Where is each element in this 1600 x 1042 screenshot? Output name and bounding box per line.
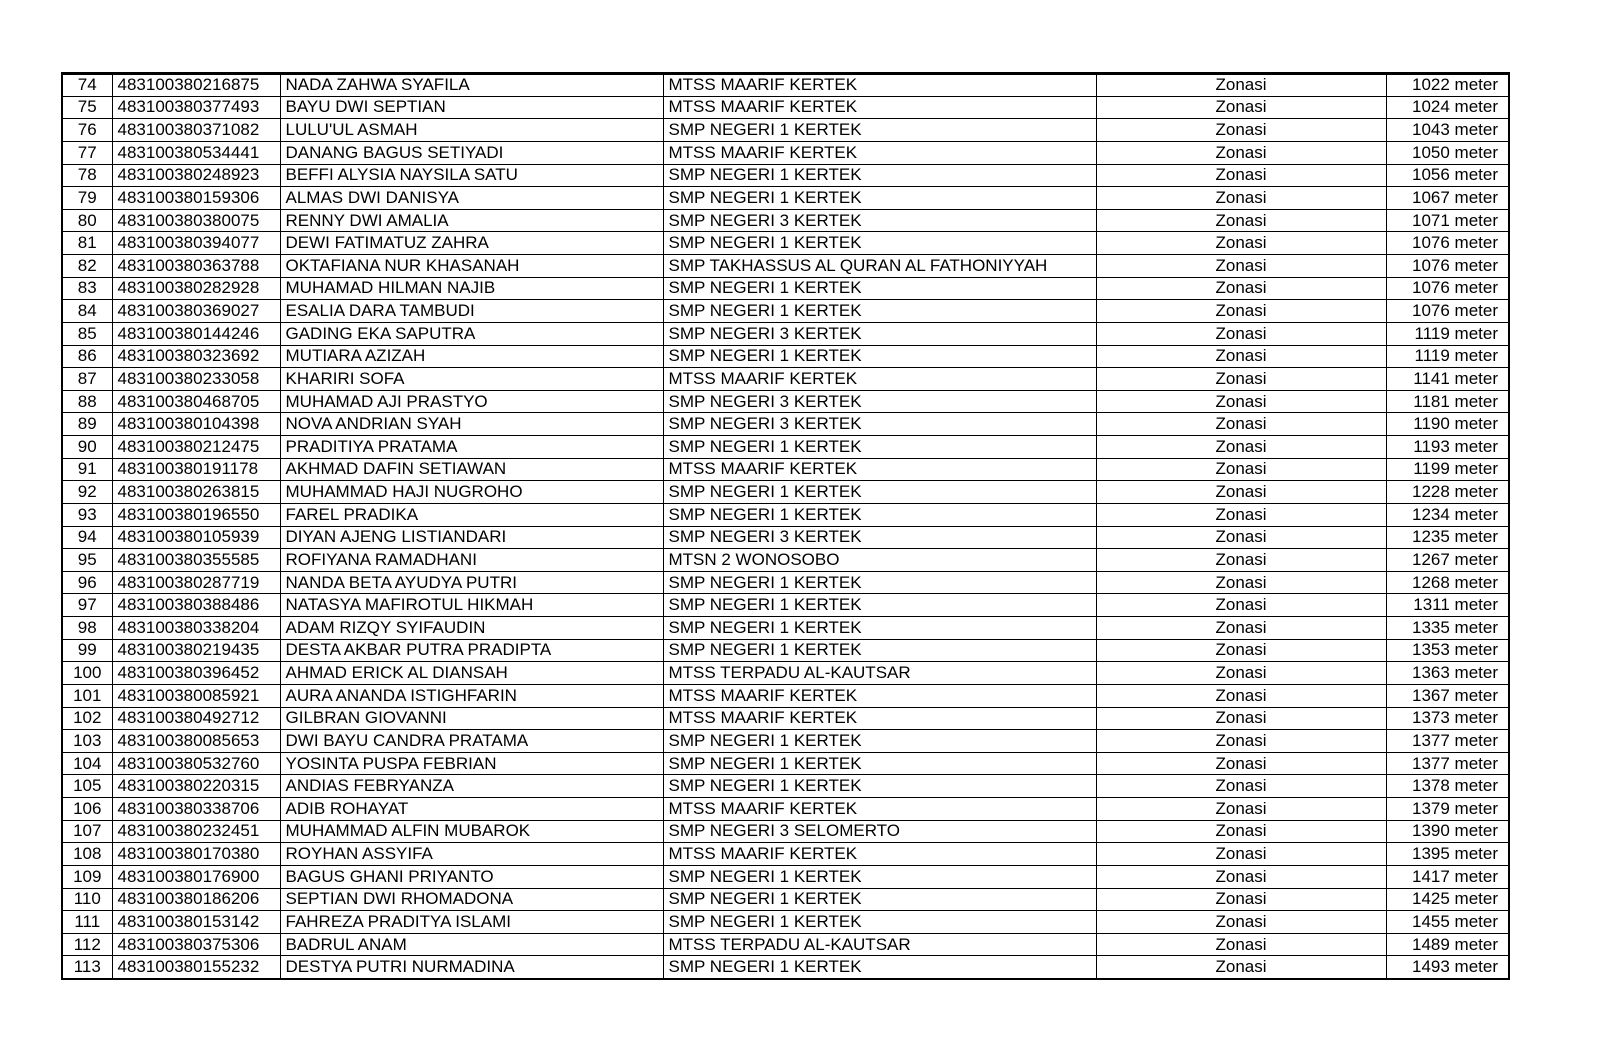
cell-track: Zonasi bbox=[1096, 322, 1386, 345]
cell-registration-id: 483100380377493 bbox=[112, 96, 280, 119]
table-row bbox=[62, 164, 1509, 187]
cell-no: 85 bbox=[62, 322, 112, 345]
cell-school: SMP NEGERI 1 KERTEK bbox=[663, 752, 1096, 775]
cell-no: 110 bbox=[62, 888, 112, 911]
cell-registration-id: 483100380338204 bbox=[112, 617, 280, 640]
cell-school: MTSS MAARIF KERTEK bbox=[663, 707, 1096, 730]
cell-name: DESTA AKBAR PUTRA PRADIPTA bbox=[280, 639, 663, 662]
cell-no: 87 bbox=[62, 368, 112, 391]
cell-school: SMP NEGERI 3 KERTEK bbox=[663, 390, 1096, 413]
cell-school: SMP NEGERI 1 KERTEK bbox=[663, 865, 1096, 888]
table-row bbox=[62, 232, 1509, 255]
cell-track: Zonasi bbox=[1096, 798, 1386, 821]
cell-distance: 1181 meter bbox=[1386, 390, 1509, 413]
cell-track: Zonasi bbox=[1096, 164, 1386, 187]
cell-distance: 1076 meter bbox=[1386, 255, 1509, 278]
cell-no: 99 bbox=[62, 639, 112, 662]
cell-name: AHMAD ERICK AL DIANSAH bbox=[280, 662, 663, 685]
cell-distance: 1119 meter bbox=[1386, 322, 1509, 345]
cell-distance: 1455 meter bbox=[1386, 911, 1509, 934]
cell-track: Zonasi bbox=[1096, 413, 1386, 436]
cell-no: 103 bbox=[62, 730, 112, 753]
cell-name: DESTYA PUTRI NURMADINA bbox=[280, 956, 663, 979]
cell-track: Zonasi bbox=[1096, 684, 1386, 707]
table-row bbox=[62, 526, 1509, 549]
cell-distance: 1234 meter bbox=[1386, 503, 1509, 526]
cell-distance: 1353 meter bbox=[1386, 639, 1509, 662]
cell-registration-id: 483100380186206 bbox=[112, 888, 280, 911]
cell-name: ADIB ROHAYAT bbox=[280, 798, 663, 821]
cell-track: Zonasi bbox=[1096, 843, 1386, 866]
cell-name: BEFFI ALYSIA NAYSILA SATU bbox=[280, 164, 663, 187]
cell-name: AKHMAD DAFIN SETIAWAN bbox=[280, 458, 663, 481]
cell-track: Zonasi bbox=[1096, 911, 1386, 934]
cell-registration-id: 483100380216875 bbox=[112, 74, 280, 97]
cell-school: MTSS MAARIF KERTEK bbox=[663, 798, 1096, 821]
cell-distance: 1268 meter bbox=[1386, 571, 1509, 594]
cell-registration-id: 483100380212475 bbox=[112, 436, 280, 459]
cell-name: ALMAS DWI DANISYA bbox=[280, 187, 663, 210]
cell-distance: 1199 meter bbox=[1386, 458, 1509, 481]
table-row bbox=[62, 820, 1509, 843]
cell-no: 86 bbox=[62, 345, 112, 368]
cell-track: Zonasi bbox=[1096, 232, 1386, 255]
table-row bbox=[62, 933, 1509, 956]
cell-no: 75 bbox=[62, 96, 112, 119]
cell-name: MUHAMAD AJI PRASTYO bbox=[280, 390, 663, 413]
table-row bbox=[62, 300, 1509, 323]
cell-school: MTSS TERPADU AL-KAUTSAR bbox=[663, 933, 1096, 956]
zonasi-results-table bbox=[61, 72, 1510, 980]
cell-no: 89 bbox=[62, 413, 112, 436]
cell-school: SMP NEGERI 1 KERTEK bbox=[663, 187, 1096, 210]
cell-no: 107 bbox=[62, 820, 112, 843]
cell-no: 92 bbox=[62, 481, 112, 504]
cell-registration-id: 483100380170380 bbox=[112, 843, 280, 866]
cell-school: SMP NEGERI 1 KERTEK bbox=[663, 503, 1096, 526]
table-row bbox=[62, 96, 1509, 119]
cell-track: Zonasi bbox=[1096, 526, 1386, 549]
cell-school: SMP NEGERI 1 KERTEK bbox=[663, 617, 1096, 640]
cell-name: BAYU DWI SEPTIAN bbox=[280, 96, 663, 119]
cell-registration-id: 483100380282928 bbox=[112, 277, 280, 300]
cell-track: Zonasi bbox=[1096, 594, 1386, 617]
cell-track: Zonasi bbox=[1096, 255, 1386, 278]
cell-name: NADA ZAHWA SYAFILA bbox=[280, 74, 663, 97]
cell-school: MTSS MAARIF KERTEK bbox=[663, 843, 1096, 866]
cell-school: SMP NEGERI 1 KERTEK bbox=[663, 345, 1096, 368]
table-row bbox=[62, 662, 1509, 685]
table-row bbox=[62, 571, 1509, 594]
table-row bbox=[62, 277, 1509, 300]
cell-track: Zonasi bbox=[1096, 775, 1386, 798]
cell-track: Zonasi bbox=[1096, 933, 1386, 956]
cell-track: Zonasi bbox=[1096, 730, 1386, 753]
cell-school: SMP NEGERI 1 KERTEK bbox=[663, 775, 1096, 798]
cell-track: Zonasi bbox=[1096, 865, 1386, 888]
cell-distance: 1267 meter bbox=[1386, 549, 1509, 572]
cell-name: ANDIAS FEBRYANZA bbox=[280, 775, 663, 798]
cell-distance: 1379 meter bbox=[1386, 798, 1509, 821]
cell-distance: 1076 meter bbox=[1386, 232, 1509, 255]
cell-registration-id: 483100380248923 bbox=[112, 164, 280, 187]
cell-school: SMP NEGERI 1 KERTEK bbox=[663, 639, 1096, 662]
cell-school: SMP NEGERI 1 KERTEK bbox=[663, 436, 1096, 459]
cell-distance: 1489 meter bbox=[1386, 933, 1509, 956]
cell-registration-id: 483100380233058 bbox=[112, 368, 280, 391]
cell-track: Zonasi bbox=[1096, 345, 1386, 368]
cell-no: 93 bbox=[62, 503, 112, 526]
cell-registration-id: 483100380155232 bbox=[112, 956, 280, 979]
cell-name: OKTAFIANA NUR KHASANAH bbox=[280, 255, 663, 278]
cell-distance: 1367 meter bbox=[1386, 684, 1509, 707]
cell-registration-id: 483100380396452 bbox=[112, 662, 280, 685]
cell-name: ROYHAN ASSYIFA bbox=[280, 843, 663, 866]
cell-distance: 1067 meter bbox=[1386, 187, 1509, 210]
cell-school: SMP NEGERI 1 KERTEK bbox=[663, 481, 1096, 504]
table-row bbox=[62, 730, 1509, 753]
cell-school: SMP NEGERI 1 KERTEK bbox=[663, 119, 1096, 142]
cell-school: MTSN 2 WONOSOBO bbox=[663, 549, 1096, 572]
cell-track: Zonasi bbox=[1096, 549, 1386, 572]
cell-registration-id: 483100380159306 bbox=[112, 187, 280, 210]
cell-no: 109 bbox=[62, 865, 112, 888]
cell-no: 81 bbox=[62, 232, 112, 255]
cell-track: Zonasi bbox=[1096, 956, 1386, 979]
cell-distance: 1363 meter bbox=[1386, 662, 1509, 685]
cell-school: MTSS MAARIF KERTEK bbox=[663, 684, 1096, 707]
cell-distance: 1378 meter bbox=[1386, 775, 1509, 798]
cell-school: SMP NEGERI 1 KERTEK bbox=[663, 300, 1096, 323]
cell-no: 79 bbox=[62, 187, 112, 210]
cell-registration-id: 483100380191178 bbox=[112, 458, 280, 481]
cell-name: NATASYA MAFIROTUL HIKMAH bbox=[280, 594, 663, 617]
table-row bbox=[62, 458, 1509, 481]
cell-school: MTSS MAARIF KERTEK bbox=[663, 141, 1096, 164]
cell-school: SMP NEGERI 1 KERTEK bbox=[663, 277, 1096, 300]
cell-school: SMP NEGERI 3 KERTEK bbox=[663, 413, 1096, 436]
cell-name: MUHAMAD HILMAN NAJIB bbox=[280, 277, 663, 300]
cell-track: Zonasi bbox=[1096, 571, 1386, 594]
table-body bbox=[62, 74, 1509, 979]
cell-name: DWI BAYU CANDRA PRATAMA bbox=[280, 730, 663, 753]
cell-distance: 1377 meter bbox=[1386, 752, 1509, 775]
cell-name: SEPTIAN DWI RHOMADONA bbox=[280, 888, 663, 911]
cell-school: SMP NEGERI 3 SELOMERTO bbox=[663, 820, 1096, 843]
cell-no: 102 bbox=[62, 707, 112, 730]
cell-distance: 1377 meter bbox=[1386, 730, 1509, 753]
cell-name: ESALIA DARA TAMBUDI bbox=[280, 300, 663, 323]
cell-name: DEWI FATIMATUZ ZAHRA bbox=[280, 232, 663, 255]
cell-no: 95 bbox=[62, 549, 112, 572]
cell-registration-id: 483100380534441 bbox=[112, 141, 280, 164]
cell-registration-id: 483100380085921 bbox=[112, 684, 280, 707]
cell-distance: 1024 meter bbox=[1386, 96, 1509, 119]
cell-no: 82 bbox=[62, 255, 112, 278]
cell-distance: 1190 meter bbox=[1386, 413, 1509, 436]
cell-no: 84 bbox=[62, 300, 112, 323]
cell-no: 91 bbox=[62, 458, 112, 481]
cell-registration-id: 483100380263815 bbox=[112, 481, 280, 504]
table-row bbox=[62, 141, 1509, 164]
cell-name: DANANG BAGUS SETIYADI bbox=[280, 141, 663, 164]
cell-track: Zonasi bbox=[1096, 458, 1386, 481]
cell-track: Zonasi bbox=[1096, 277, 1386, 300]
cell-no: 112 bbox=[62, 933, 112, 956]
cell-distance: 1141 meter bbox=[1386, 368, 1509, 391]
cell-no: 111 bbox=[62, 911, 112, 934]
table-row bbox=[62, 843, 1509, 866]
cell-name: AURA ANANDA ISTIGHFARIN bbox=[280, 684, 663, 707]
cell-no: 100 bbox=[62, 662, 112, 685]
table-row bbox=[62, 74, 1509, 97]
cell-distance: 1311 meter bbox=[1386, 594, 1509, 617]
cell-no: 97 bbox=[62, 594, 112, 617]
cell-registration-id: 483100380492712 bbox=[112, 707, 280, 730]
cell-distance: 1119 meter bbox=[1386, 345, 1509, 368]
cell-name: RENNY DWI AMALIA bbox=[280, 209, 663, 232]
cell-name: MUTIARA AZIZAH bbox=[280, 345, 663, 368]
table-row bbox=[62, 639, 1509, 662]
table-row bbox=[62, 503, 1509, 526]
cell-registration-id: 483100380371082 bbox=[112, 119, 280, 142]
table-row bbox=[62, 187, 1509, 210]
cell-track: Zonasi bbox=[1096, 368, 1386, 391]
cell-school: SMP NEGERI 1 KERTEK bbox=[663, 594, 1096, 617]
cell-name: PRADITIYA PRATAMA bbox=[280, 436, 663, 459]
cell-registration-id: 483100380219435 bbox=[112, 639, 280, 662]
cell-school: SMP NEGERI 1 KERTEK bbox=[663, 956, 1096, 979]
cell-registration-id: 483100380287719 bbox=[112, 571, 280, 594]
cell-school: SMP NEGERI 3 KERTEK bbox=[663, 526, 1096, 549]
cell-distance: 1373 meter bbox=[1386, 707, 1509, 730]
cell-name: FAHREZA PRADITYA ISLAMI bbox=[280, 911, 663, 934]
cell-registration-id: 483100380369027 bbox=[112, 300, 280, 323]
cell-name: FAREL PRADIKA bbox=[280, 503, 663, 526]
table-row bbox=[62, 594, 1509, 617]
cell-school: SMP NEGERI 1 KERTEK bbox=[663, 911, 1096, 934]
cell-registration-id: 483100380232451 bbox=[112, 820, 280, 843]
cell-distance: 1071 meter bbox=[1386, 209, 1509, 232]
cell-distance: 1235 meter bbox=[1386, 526, 1509, 549]
cell-no: 104 bbox=[62, 752, 112, 775]
cell-track: Zonasi bbox=[1096, 141, 1386, 164]
cell-school: SMP NEGERI 1 KERTEK bbox=[663, 232, 1096, 255]
cell-registration-id: 483100380394077 bbox=[112, 232, 280, 255]
cell-track: Zonasi bbox=[1096, 119, 1386, 142]
cell-registration-id: 483100380363788 bbox=[112, 255, 280, 278]
cell-no: 94 bbox=[62, 526, 112, 549]
cell-registration-id: 483100380388486 bbox=[112, 594, 280, 617]
cell-track: Zonasi bbox=[1096, 187, 1386, 210]
cell-distance: 1335 meter bbox=[1386, 617, 1509, 640]
cell-distance: 1076 meter bbox=[1386, 277, 1509, 300]
cell-no: 113 bbox=[62, 956, 112, 979]
cell-name: MUHAMMAD ALFIN MUBAROK bbox=[280, 820, 663, 843]
cell-no: 80 bbox=[62, 209, 112, 232]
table-row bbox=[62, 119, 1509, 142]
cell-school: SMP NEGERI 3 KERTEK bbox=[663, 322, 1096, 345]
cell-school: SMP NEGERI 1 KERTEK bbox=[663, 164, 1096, 187]
table-row bbox=[62, 617, 1509, 640]
table-row bbox=[62, 436, 1509, 459]
cell-distance: 1425 meter bbox=[1386, 888, 1509, 911]
cell-school: MTSS MAARIF KERTEK bbox=[663, 96, 1096, 119]
cell-distance: 1417 meter bbox=[1386, 865, 1509, 888]
cell-registration-id: 483100380323692 bbox=[112, 345, 280, 368]
cell-name: NANDA BETA AYUDYA PUTRI bbox=[280, 571, 663, 594]
cell-track: Zonasi bbox=[1096, 752, 1386, 775]
cell-name: LULU'UL ASMAH bbox=[280, 119, 663, 142]
cell-registration-id: 483100380085653 bbox=[112, 730, 280, 753]
cell-no: 83 bbox=[62, 277, 112, 300]
cell-registration-id: 483100380380075 bbox=[112, 209, 280, 232]
cell-distance: 1022 meter bbox=[1386, 74, 1509, 97]
cell-registration-id: 483100380532760 bbox=[112, 752, 280, 775]
cell-no: 101 bbox=[62, 684, 112, 707]
cell-track: Zonasi bbox=[1096, 639, 1386, 662]
cell-distance: 1050 meter bbox=[1386, 141, 1509, 164]
cell-no: 105 bbox=[62, 775, 112, 798]
cell-track: Zonasi bbox=[1096, 662, 1386, 685]
cell-distance: 1493 meter bbox=[1386, 956, 1509, 979]
cell-registration-id: 483100380220315 bbox=[112, 775, 280, 798]
cell-registration-id: 483100380144246 bbox=[112, 322, 280, 345]
cell-track: Zonasi bbox=[1096, 436, 1386, 459]
cell-registration-id: 483100380153142 bbox=[112, 911, 280, 934]
cell-distance: 1076 meter bbox=[1386, 300, 1509, 323]
table-row bbox=[62, 345, 1509, 368]
cell-no: 88 bbox=[62, 390, 112, 413]
cell-school: SMP NEGERI 1 KERTEK bbox=[663, 730, 1096, 753]
cell-school: MTSS MAARIF KERTEK bbox=[663, 368, 1096, 391]
table-row bbox=[62, 549, 1509, 572]
cell-school: MTSS MAARIF KERTEK bbox=[663, 74, 1096, 97]
table-row bbox=[62, 255, 1509, 278]
cell-distance: 1390 meter bbox=[1386, 820, 1509, 843]
table-row bbox=[62, 684, 1509, 707]
table-row bbox=[62, 888, 1509, 911]
cell-no: 74 bbox=[62, 74, 112, 97]
cell-school: MTSS TERPADU AL-KAUTSAR bbox=[663, 662, 1096, 685]
cell-name: GILBRAN GIOVANNI bbox=[280, 707, 663, 730]
cell-track: Zonasi bbox=[1096, 209, 1386, 232]
cell-track: Zonasi bbox=[1096, 820, 1386, 843]
cell-track: Zonasi bbox=[1096, 481, 1386, 504]
cell-name: BAGUS GHANI PRIYANTO bbox=[280, 865, 663, 888]
cell-track: Zonasi bbox=[1096, 707, 1386, 730]
cell-school: SMP NEGERI 1 KERTEK bbox=[663, 888, 1096, 911]
cell-no: 90 bbox=[62, 436, 112, 459]
cell-school: SMP NEGERI 3 KERTEK bbox=[663, 209, 1096, 232]
table-row bbox=[62, 368, 1509, 391]
cell-registration-id: 483100380176900 bbox=[112, 865, 280, 888]
cell-distance: 1043 meter bbox=[1386, 119, 1509, 142]
cell-track: Zonasi bbox=[1096, 503, 1386, 526]
table-row bbox=[62, 481, 1509, 504]
cell-school: MTSS MAARIF KERTEK bbox=[663, 458, 1096, 481]
cell-track: Zonasi bbox=[1096, 390, 1386, 413]
cell-no: 108 bbox=[62, 843, 112, 866]
cell-registration-id: 483100380375306 bbox=[112, 933, 280, 956]
cell-name: YOSINTA PUSPA FEBRIAN bbox=[280, 752, 663, 775]
cell-name: GADING EKA SAPUTRA bbox=[280, 322, 663, 345]
cell-no: 96 bbox=[62, 571, 112, 594]
cell-no: 106 bbox=[62, 798, 112, 821]
table-row bbox=[62, 322, 1509, 345]
table-row bbox=[62, 865, 1509, 888]
table-row bbox=[62, 775, 1509, 798]
cell-school: SMP NEGERI 1 KERTEK bbox=[663, 571, 1096, 594]
cell-name: ROFIYANA RAMADHANI bbox=[280, 549, 663, 572]
table-row bbox=[62, 956, 1509, 979]
cell-no: 98 bbox=[62, 617, 112, 640]
table-row bbox=[62, 752, 1509, 775]
cell-registration-id: 483100380104398 bbox=[112, 413, 280, 436]
cell-distance: 1056 meter bbox=[1386, 164, 1509, 187]
table-row bbox=[62, 707, 1509, 730]
cell-registration-id: 483100380105939 bbox=[112, 526, 280, 549]
cell-track: Zonasi bbox=[1096, 888, 1386, 911]
cell-name: NOVA ANDRIAN SYAH bbox=[280, 413, 663, 436]
cell-name: BADRUL ANAM bbox=[280, 933, 663, 956]
cell-name: ADAM RIZQY SYIFAUDIN bbox=[280, 617, 663, 640]
cell-distance: 1395 meter bbox=[1386, 843, 1509, 866]
cell-name: KHARIRI SOFA bbox=[280, 368, 663, 391]
table-row bbox=[62, 413, 1509, 436]
cell-track: Zonasi bbox=[1096, 300, 1386, 323]
cell-name: DIYAN AJENG LISTIANDARI bbox=[280, 526, 663, 549]
cell-distance: 1193 meter bbox=[1386, 436, 1509, 459]
cell-no: 76 bbox=[62, 119, 112, 142]
table-row bbox=[62, 209, 1509, 232]
cell-registration-id: 483100380355585 bbox=[112, 549, 280, 572]
table-row bbox=[62, 911, 1509, 934]
cell-no: 78 bbox=[62, 164, 112, 187]
cell-track: Zonasi bbox=[1096, 617, 1386, 640]
cell-registration-id: 483100380196550 bbox=[112, 503, 280, 526]
table-row bbox=[62, 390, 1509, 413]
table-row bbox=[62, 798, 1509, 821]
cell-track: Zonasi bbox=[1096, 74, 1386, 97]
cell-registration-id: 483100380468705 bbox=[112, 390, 280, 413]
cell-track: Zonasi bbox=[1096, 96, 1386, 119]
cell-school: SMP TAKHASSUS AL QURAN AL FATHONIYYAH bbox=[663, 255, 1096, 278]
cell-name: MUHAMMAD HAJI NUGROHO bbox=[280, 481, 663, 504]
cell-registration-id: 483100380338706 bbox=[112, 798, 280, 821]
cell-no: 77 bbox=[62, 141, 112, 164]
cell-distance: 1228 meter bbox=[1386, 481, 1509, 504]
